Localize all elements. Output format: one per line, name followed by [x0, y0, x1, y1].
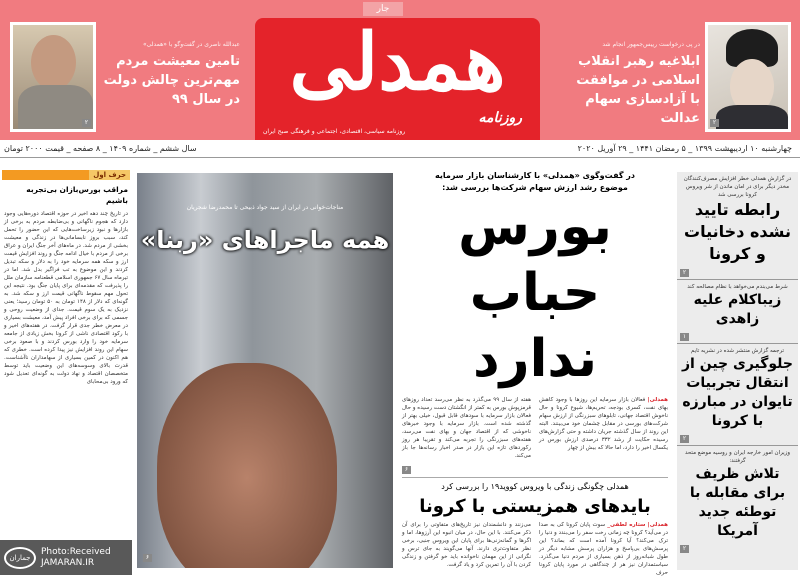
news-item[interactable] [677, 344, 798, 446]
divider [0, 157, 800, 158]
lead-headline-line1: بورس [458, 197, 612, 257]
story-kicker: مناجات‌خوانی در ایران از سید جواد ذبیحی تا محمدرضا شجریان [186, 204, 344, 211]
source-label: همدلی| [647, 397, 668, 403]
editorial-column[interactable] [2, 170, 130, 538]
news-kicker: در گزارش همدلی خطر افزایش مصرف‌کنندگان مخدر دیگر برای در امان ماندن از شر ویروس کرونا بررسی شد [683, 176, 792, 198]
page-ref: ۲ [710, 119, 719, 127]
section-label: حرف اول [89, 170, 130, 180]
news-headline: جلوگیری چین از انتقال تجربیات تایوان در مبارزه با کرونا [682, 356, 793, 429]
story-headline: همه ماجراهای «ربنا» [140, 226, 390, 254]
lead-kicker-1: در گفت‌وگوی «همدلی» با کارشناسان بازار سرمایه [435, 171, 635, 180]
story-headline: ابلاغیه رهبر انقلاب اسلامی در موافقت با آزادسازی سهام عدالت [576, 54, 700, 126]
lead-body-right: فعالان بازار سرمایه این روزها با وجود کاهش بهای نفت، کسری بودجه، تحریم‌ها، شیوع کرونا و حال ناخوش اقتصاد جهانی، تابلوهای سبزرنگی از ارزش سهام شرکت‌های بورسی در مقابل چشمان خود می‌بینند. البته این روند از سال گذشته جریان داشته و حتی گزارش‌های رسیده حکایت از رشد ۳۳۲ درصدی ارزش بورس در یکسال اخیر را دارد، اما حالا که بیش از چهار [539, 397, 668, 451]
page-ref: ۶ [402, 466, 411, 474]
story-kicker: در پی درخواست رییس‌جمهور انجام شد [602, 41, 700, 48]
newspaper-logo [255, 18, 540, 140]
date-line: چهارشنبه ۱۰ اردیبهشت ۱۳۹۹ _ ۵ رمضان ۱۴۴۱ _ ۲۹ آوریل ۲۰۲۰ [577, 144, 792, 153]
news-item[interactable] [677, 172, 798, 280]
portrait-photo [157, 363, 337, 568]
news-item[interactable] [677, 446, 798, 555]
page-ref: ۲ [680, 269, 689, 277]
news-item[interactable] [677, 280, 798, 344]
second-headline[interactable]: بایدهای همزیستی با کرونا [419, 496, 651, 517]
second-body-left: می‌زنند و دانشمندان نیز تاریخ‌های متفاوتی را برای آن ذکر می‌کنند. با این حال، در میان انبوه این آرزوها، اما و اگرها و گمانه‌زنی‌ها برای پایان این ویروس جنبی، برخی نظر متفاوت‌تری دارند. آنها می‌گویند به جای ترس و نگرانی از این مهمان ناخوانده باید خو گرفتن و زندگی کردن با آن را تمرین کرد و یاد گرفت. [402, 522, 531, 568]
page-ref: ۱ [680, 333, 689, 341]
watermark-line1: Photo:Received [41, 546, 111, 557]
portrait-photo-right [705, 22, 791, 132]
page-ref: ۲ [82, 119, 91, 127]
jamaran-logo: جماران [4, 547, 36, 569]
lead-story[interactable] [402, 170, 668, 576]
news-kicker: ترجمه گزارش منتشر شده در نشریه تایم [690, 348, 785, 354]
page-ref: ۲ [680, 435, 689, 443]
portrait-photo-left [10, 22, 96, 132]
second-body-right: سوت پایان کرونا کی به صدا در می‌آید؟ کرونا چه زمانی رخت سفر را می‌بندد و دنیا را ترک می‌کند؟ آیا کرونا آمده است که بماند؟ این پرسش‌های بی‌پاسخ و هزاران پرسش مشابه دیگر در طول شبانه‌روز از ذهن بسیاری از مردم دنیا می‌گذرد. سیاستمداران نیز هر از چندگاهی در مورد پایان کرونا حرف [539, 522, 668, 576]
watermark-line2: JAMARAN.IR [41, 557, 95, 568]
logo-wordmark: همدلی [289, 17, 506, 108]
photo-watermark [0, 540, 132, 575]
lead-body-left: هفته از سال ۹۹ می‌گذرد به نظر می‌رسد تعداد روزهای قرمزپوش بورس به کمتر از انگشتان دست رسیده و حال فعالان بازار سرمایه با سودهای قابل قبول، خیلی بهتر از گذشته شده است. بازار سرمایه با وجود خبرهای ناخوشی که از اقتصاد جهان و بهای نفت می‌رسد، هفته‌های سبزرنگی را تجربه می‌کند و تقریبا هر روز رکوردهای تازه این بازار در صدر اخبار رسانه‌ها جا باز می‌کند. [402, 397, 531, 459]
lead-headline [402, 194, 668, 392]
editorial-body: در تاریخ چند دهه اخیر در حوزه اقتصاد دوره‌هایی وجود دارد که هجوم ناگهانی و بی‌ضابطه مردم به برخی از بازارها و نبود زیرساخت‌هایی که این حضور را تحمل کند، سبب بروز نابسامانی‌ها در زندگی و معیشت بخشی از مردم شد. در ماه‌های آخر جنگ ایران و عراق برخی از مردم با خیال ادامه جنگ و روند افزایش قیمت ارز و سکه همه سرمایه خود را به دلار و سکه تبدیل کردند و این موضوع به تب فراگیر بدل شد. اما در تیرماه سال ۶۷ جمهوری اسلامی قطعنامه سازمان ملل را پذیرفت که مقدمه‌ای برای پایان جنگ بود. نتیجه این تحول مهم سقوط ناگهانی قیمت ارز و سکه شد. به گونه‌ای که دلار از ۱۴۸ تومان به ۵۰ تومان رسید؛ یعنی نزدیک به یک سوم قیمت. جدای از وضعیت روحی و جسمی که برای برخی افراد پیش آمد، معیشت بسیاری در معرض خطر جدی قرار گرفت. در هفته‌های اخیر و با رکود اقتصادی ناشی از کرونا بخش زیادی از جامعه سرمایه خود را وارد بورس کردند و با صعود برخی سهام این روند افزایش نیز پیدا کرده است. خطری که هم اکنون در کمین بسیاری از سهامداران ناآشناست. قدرت بالای وسوسه‌های این وضعیت باید توسط متخصصان اقتصاد و نهاد دولت به گونه‌ای تعدیل شود که ورود بی‌محابای [4, 211, 128, 385]
source-label: همدلی| ستاره لطفی_ [607, 522, 668, 528]
news-headline: رابطه تایید نشده دخانیات و کرونا [684, 200, 791, 263]
logo-tagline: روزنامه سیاسی، اقتصادی، اجتماعی و فرهنگی صبح ایران [263, 128, 406, 135]
lead-kicker-2: موضوع رشد ارزش سهام شرکت‌ها بررسی شد: [442, 183, 628, 192]
editorial-title: مراقب بورس‌بازان بی‌تجربه باشیم [26, 185, 128, 205]
story-kicker: عبدالله ناصری در گفت‌وگو با «همدلی» [142, 41, 240, 48]
second-kicker: همدلی چگونگی زندگی با ویروس کووید۱۹ را بررسی کرد [441, 482, 629, 491]
page-ref: ۲ [680, 545, 689, 553]
divider [402, 477, 668, 478]
right-news-column [677, 172, 798, 570]
header-story-left[interactable] [100, 40, 240, 109]
header-story-right[interactable] [570, 40, 700, 128]
news-headline: زیباکلام علیه زاهدی [693, 292, 782, 327]
lead-headline-line2: حباب ندارد [469, 263, 601, 389]
news-kicker: شرط می‌بندم می‌خواهد با نظام مصالحه کند [687, 284, 788, 290]
logo-prefix: روزنامه [478, 110, 522, 126]
news-kicker: وزیران امور خارجه ایران و روسیه موضع متحد گرفتند: [684, 450, 790, 464]
story-headline: تامین معیشت مردم مهم‌ترین چالش دولت در سال ۹۹ [103, 54, 240, 107]
page-ref: ۶ [143, 554, 152, 562]
corner-label: جار [363, 2, 403, 16]
news-headline: تلاش ظریف برای مقابله با توطئه جدید آمریکا [689, 466, 786, 539]
issue-line: سال ششم _ شماره ۱۴۰۹ _ ۸ صفحه _ قیمت ۲۰۰۰ تومان [4, 144, 197, 153]
feature-photo-story[interactable] [137, 173, 393, 568]
